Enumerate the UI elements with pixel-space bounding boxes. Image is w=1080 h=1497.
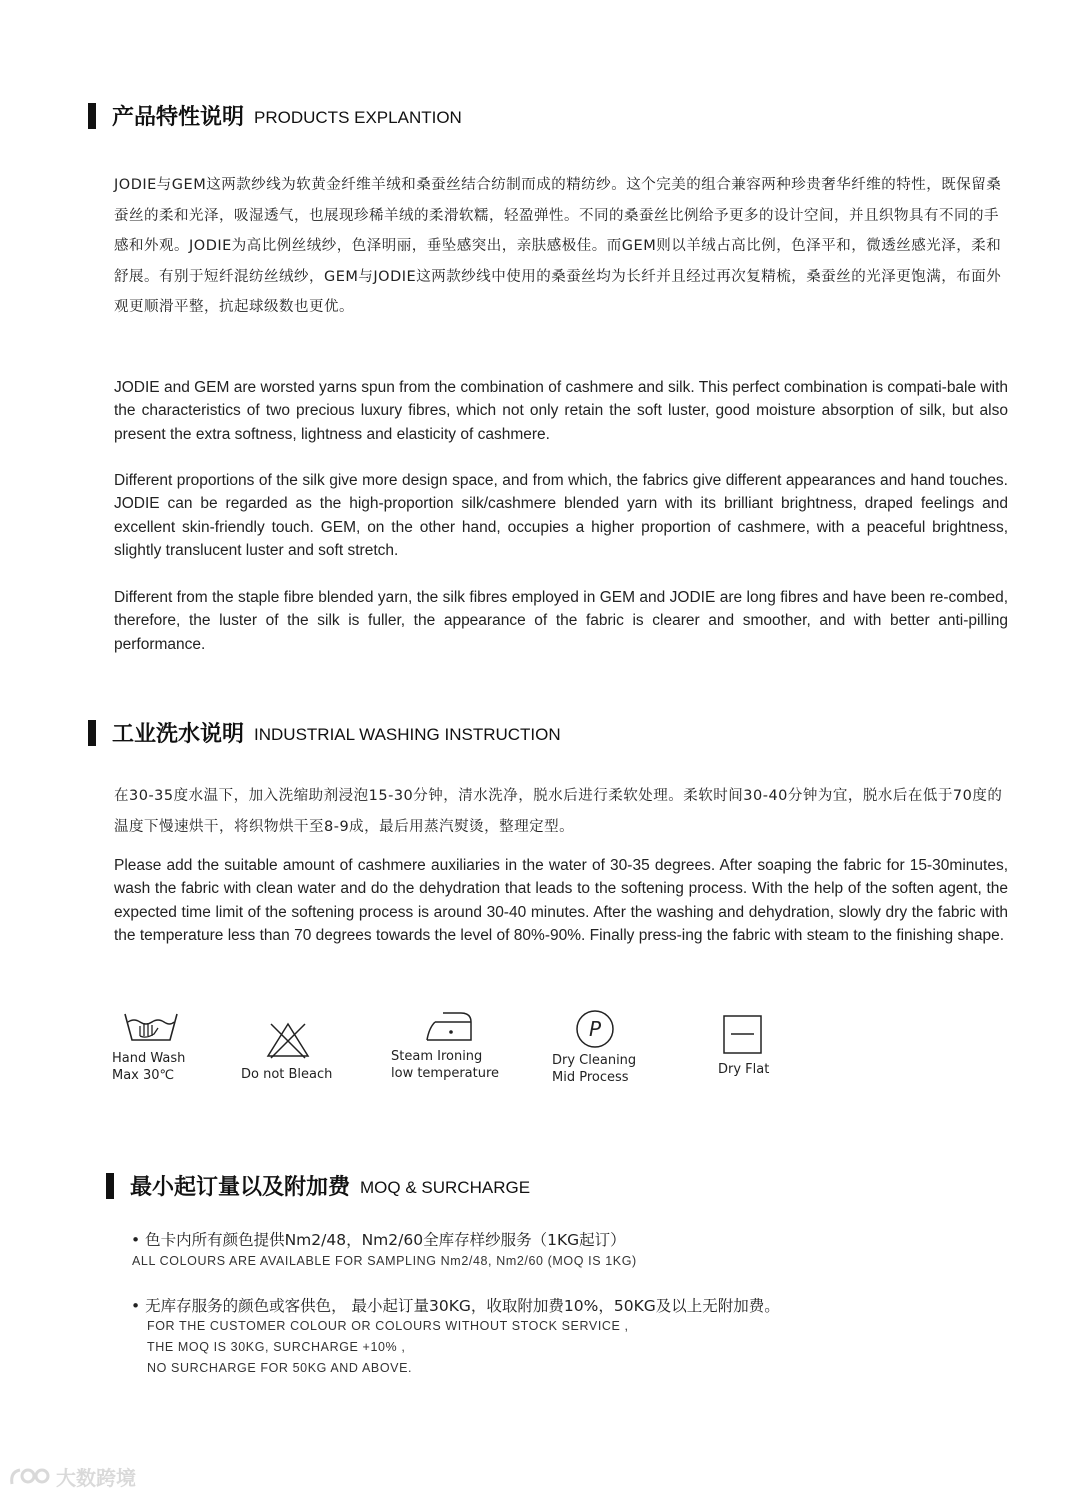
- steam-ironing-label-2: low temperature: [391, 1066, 500, 1081]
- watermark-text: 大数跨境: [56, 1466, 136, 1490]
- moq-title-en: MOQ & SURCHARGE: [360, 1177, 531, 1197]
- products-title-en: PRODUCTS EXPLANTION: [254, 107, 462, 127]
- products-en-paragraph-1: JODIE and GEM are worsted yarns spun from the combination of cashmere and silk. This perfect combination is compati-bale with the characteristics of two precious luxury fibres, which not only retain the soft luster, good moisture absorption of silk, but also present the extra softness, lightness and elasticity of cashmere.: [114, 379, 1008, 443]
- care-hand-wash: [112, 1008, 185, 1084]
- moq-item-2-en-line-2: THE MOQ IS 30KG, SURCHARGE +10% ,: [147, 1340, 406, 1354]
- dry-cleaning-label-1: Dry Cleaning: [552, 1053, 637, 1068]
- products-section-heading: [88, 100, 462, 131]
- moq-title-cn: 最小起订量以及附加费: [130, 1175, 351, 1200]
- moq-item-1-en: ALL COLOURS ARE AVAILABLE FOR SAMPLING Nm2/48, Nm2/60 (MOQ IS 1KG): [132, 1254, 637, 1268]
- washing-title-cn: 工业洗水说明: [112, 722, 245, 747]
- products-title-cn: 产品特性说明: [112, 105, 245, 130]
- care-steam-ironing: [391, 1008, 499, 1082]
- moq-item-2-cn-text: 无库存服务的颜色或客供色， 最小起订量30KG，收取附加费10%，50KG及以上无附加费。: [145, 1297, 780, 1315]
- heading-bar-marker: [106, 1173, 114, 1199]
- do-not-bleach-label: Do not Bleach: [241, 1067, 333, 1082]
- bullet-dot: •: [131, 1297, 146, 1315]
- hand-wash-label-1: Hand Wash: [112, 1051, 186, 1066]
- watermark-logo-icon: [8, 1464, 52, 1490]
- dry-clean-p-icon: [574, 1008, 616, 1050]
- care-dry-cleaning: [552, 1008, 636, 1086]
- dry-flat-icon: [722, 1014, 764, 1056]
- washing-title-en: INDUSTRIAL WASHING INSTRUCTION: [254, 724, 561, 744]
- watermark: [8, 1462, 136, 1491]
- steam-iron-icon: [421, 1008, 477, 1044]
- products-en-paragraph-3: Different from the staple fibre blended yarn, the silk fibres employed in GEM and JODIE are long fibres and have been re-combed, therefore, the luster of the silk is fuller, the appearance of the fabric is clearer and smoother, and with better anti-pilling performance.: [114, 589, 1008, 653]
- products-cn-paragraph: JODIE与GEM这两款纱线为软黄金纤维羊绒和桑蚕丝结合纺制而成的精纺纱。这个完美的组合兼容两种珍贵奢华纤维的特性，既保留桑蚕丝的柔和光泽，吸湿透气，也展现珍稀羊绒的柔滑软糯，轻盈弹性。不同的桑蚕丝比例给予更多的设计空间，并且织物具有不同的手感和外观。JODIE为高比例丝绒纱，色泽明丽，垂坠感突出，亲肤感极佳。而GEM则以羊绒占高比例，色泽平和，微透丝感光泽，柔和舒展。有别于短纤混纺丝绒纱，GEM与JODIE这两款纱线中使用的桑蚕丝均为长纤并且经过再次复精梳，桑蚕丝的光泽更饱满，布面外观更顺滑平整，抗起球级数也更优。: [114, 177, 1002, 315]
- washing-en-paragraph: Please add the suitable amount of cashmere auxiliaries in the water of 30-35 degrees. After soaping the fabric for 15-30minutes, wash the fabric with clean water and do the dehydration that leads to the softening process. With the help of the soften agent, the expected time limit of the softening process is around 30-40 minutes. After the washing and dehydration, slowly dry the fabric with the temperature less than 70 degrees towards the level of 80%-90%. Finally press-ing the fabric with steam to the finishing shape.: [114, 857, 1008, 944]
- care-do-not-bleach: [241, 1008, 332, 1083]
- care-dry-flat: [718, 1008, 769, 1078]
- dry-cleaning-label-2: Mid Process: [552, 1070, 629, 1085]
- heading-bar-marker: [88, 103, 96, 129]
- washing-cn-paragraph: 在30-35度水温下，加入洗缩助剂浸泡15-30分钟，清水洗净，脱水后进行柔软处理。柔软时间30-40分钟为宜，脱水后在低于70度的温度下慢速烘干，将织物烘干至8-9成，最后用蒸汽熨烫，整理定型。: [114, 788, 1003, 835]
- hand-wash-label-2: Max 30℃: [112, 1068, 175, 1083]
- moq-item-1-cn-text: 色卡内所有颜色提供Nm2/48，Nm2/60全库存样纱服务（1KG起订）: [145, 1231, 626, 1249]
- moq-item-2-cn: [131, 1294, 780, 1316]
- products-en-paragraph-2: Different proportions of the silk give more design space, and from which, the fabrics give different appearances and hand touches. JODIE can be regarded as the high-proportion silk/cashmere blended yarn with its brilliant brightness, draped feelings and excellent skin-friendly touch. GEM, on the other hand, occupies a higher proportion of cashmere, with a peaceful brightness, slightly translucent luster and soft stretch.: [114, 472, 1008, 559]
- do-not-bleach-icon: [263, 1020, 313, 1060]
- bullet-dot: •: [131, 1231, 146, 1249]
- dry-flat-label: Dry Flat: [718, 1062, 770, 1077]
- moq-item-2-en-line-3: NO SURCHARGE FOR 50KG AND ABOVE.: [147, 1361, 413, 1375]
- hand-wash-icon: [122, 1008, 182, 1046]
- moq-item-1-cn: [131, 1228, 626, 1250]
- steam-ironing-label-1: Steam Ironing: [391, 1049, 483, 1064]
- moq-section-heading: [106, 1170, 530, 1201]
- heading-bar-marker: [88, 720, 96, 746]
- washing-section-heading: [88, 717, 561, 748]
- svg-text:P: P: [588, 1017, 602, 1041]
- moq-item-2-en-line-1: FOR THE CUSTOMER COLOUR OR COLOURS WITHOUT STOCK SERVICE ,: [147, 1319, 629, 1333]
